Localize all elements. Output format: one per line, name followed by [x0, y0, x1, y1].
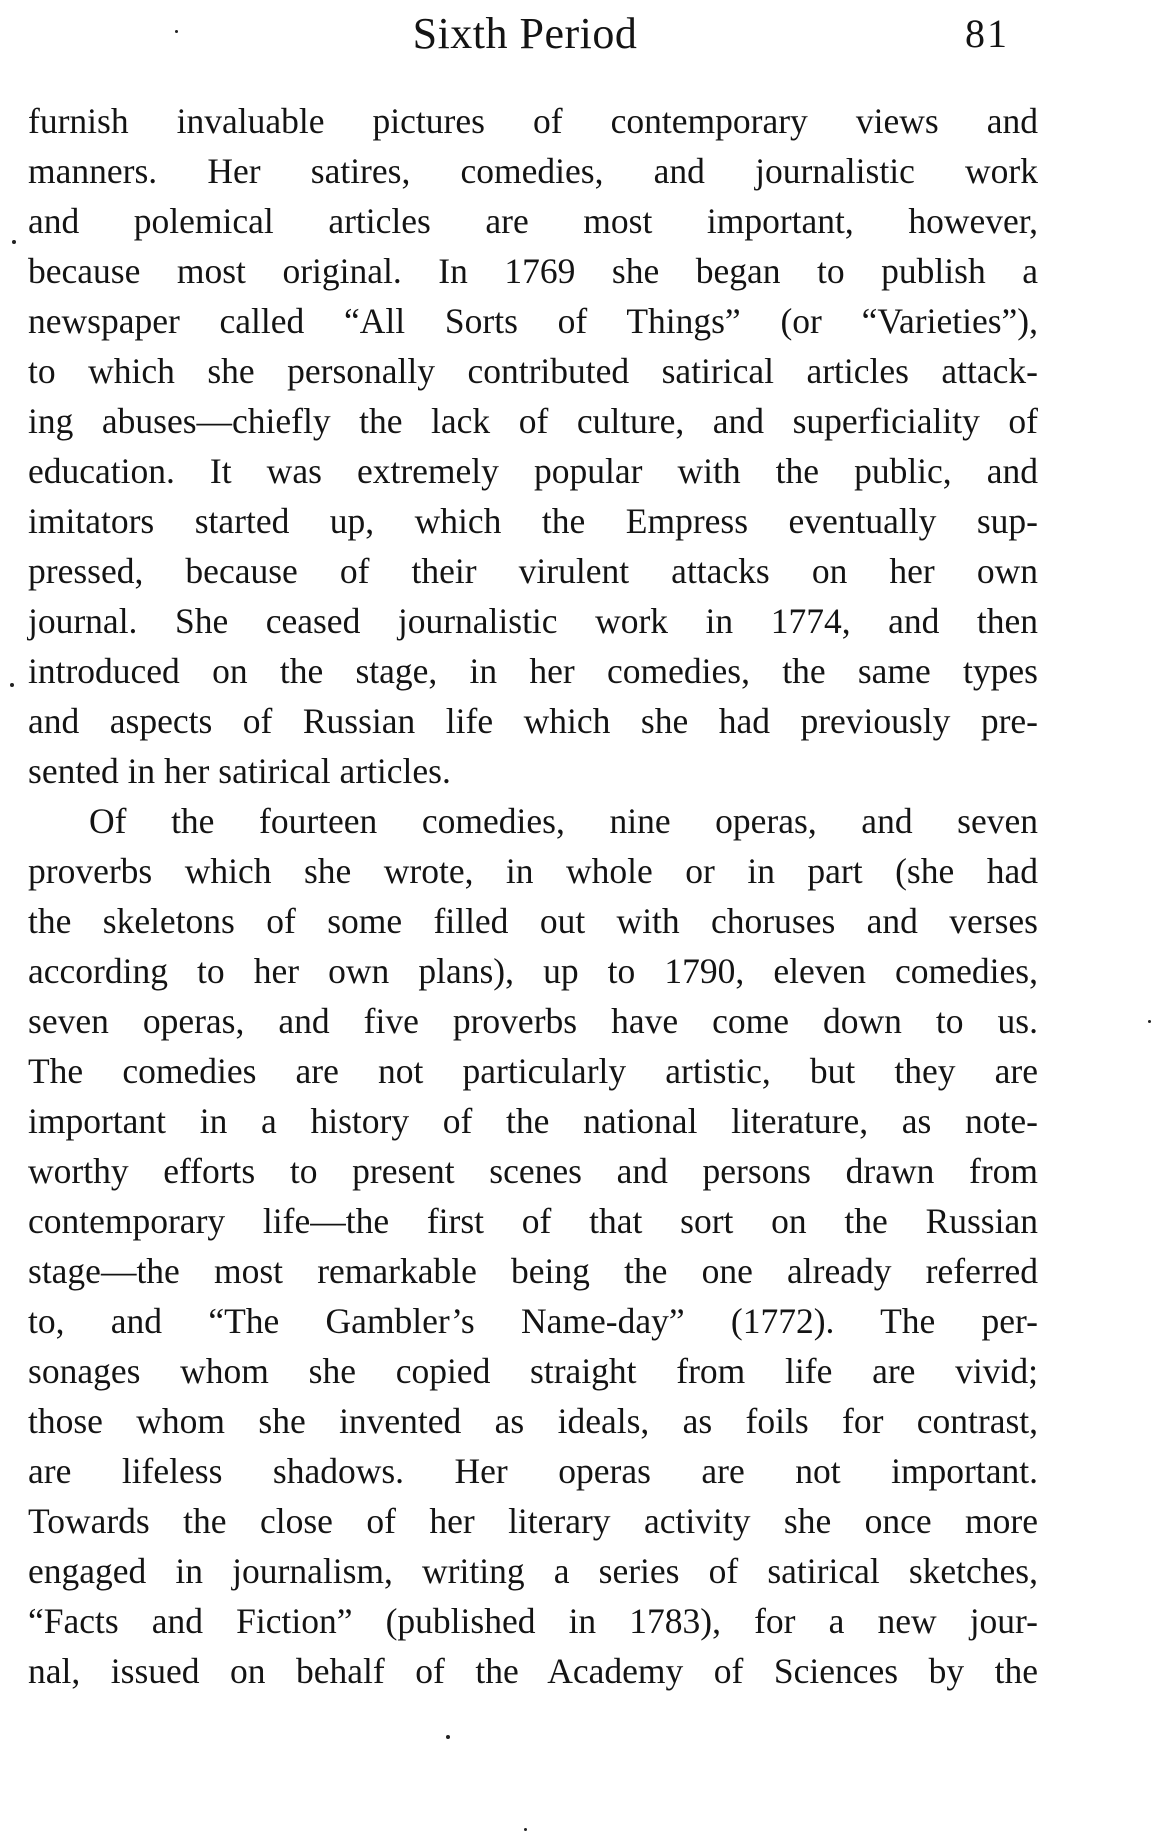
text-line: introduced on the stage, in her comedies, the same types	[28, 651, 1038, 691]
running-title: Sixth Period	[412, 9, 638, 58]
text-line: those whom she invented as ideals, as foils for contrast,	[28, 1401, 1038, 1441]
scan-speck	[175, 30, 178, 33]
scan-speck	[10, 683, 14, 687]
text-line: sented in her satirical articles.	[28, 751, 451, 791]
text-line: ing abuses—chiefly the lack of culture, and superficiality of	[28, 401, 1038, 441]
text-line: engaged in journalism, writing a series of satirical sketches,	[28, 1551, 1038, 1591]
text-line: stage—the most remarkable being the one already referred	[28, 1251, 1038, 1291]
scan-speck	[446, 1735, 450, 1739]
page-number: 81	[965, 11, 1009, 56]
text-line: to which she personally contributed satirical articles attack-	[28, 351, 1038, 391]
body-text	[28, 96, 1038, 1696]
text-line: imitators started up, which the Empress eventually sup-	[28, 501, 1038, 541]
text-line: “Facts and Fiction” (published in 1783), for a new jour-	[28, 1601, 1038, 1641]
text-line: to, and “The Gambler’s Name-day” (1772). The per-	[28, 1301, 1038, 1341]
text-line: the skeletons of some filled out with choruses and verses	[28, 901, 1038, 941]
text-line: according to her own plans), up to 1790, eleven comedies,	[28, 951, 1038, 991]
text-line: education. It was extremely popular with the public, and	[28, 451, 1038, 491]
scan-speck	[1148, 1020, 1151, 1023]
text-line: newspaper called “All Sorts of Things” (or “Varieties”),	[28, 301, 1038, 341]
paragraph-2	[28, 796, 1038, 1696]
running-head	[0, 4, 1153, 64]
text-line: pressed, because of their virulent attacks on her own	[28, 551, 1038, 591]
text-line: furnish invaluable pictures of contemporary views and	[28, 101, 1038, 141]
text-line: because most original. In 1769 she began to publish a	[28, 251, 1038, 291]
text-line: proverbs which she wrote, in whole or in part (she had	[28, 851, 1038, 891]
text-line: manners. Her satires, comedies, and journalistic work	[28, 151, 1038, 191]
text-line: The comedies are not particularly artistic, but they are	[28, 1051, 1038, 1091]
text-line: and aspects of Russian life which she had previously pre-	[28, 701, 1038, 741]
text-line: important in a history of the national literature, as note-	[28, 1101, 1038, 1141]
text-line: journal. She ceased journalistic work in 1774, and then	[28, 601, 1038, 641]
scan-speck	[524, 1828, 527, 1831]
text-line: Towards the close of her literary activity she once more	[28, 1501, 1038, 1541]
paragraph-1	[28, 96, 1038, 796]
scan-speck	[12, 240, 16, 244]
text-line: worthy efforts to present scenes and persons drawn from	[28, 1151, 1038, 1191]
text-line: and polemical articles are most important, however,	[28, 201, 1038, 241]
text-line: sonages whom she copied straight from life are vivid;	[28, 1351, 1038, 1391]
text-line: nal, issued on behalf of the Academy of Sciences by the	[28, 1651, 1038, 1691]
text-line: seven operas, and five proverbs have come down to us.	[28, 1001, 1038, 1041]
text-line: contemporary life—the first of that sort on the Russian	[28, 1201, 1038, 1241]
text-line: Of the fourteen comedies, nine operas, and seven	[89, 801, 1038, 841]
text-line: are lifeless shadows. Her operas are not important.	[28, 1451, 1038, 1491]
